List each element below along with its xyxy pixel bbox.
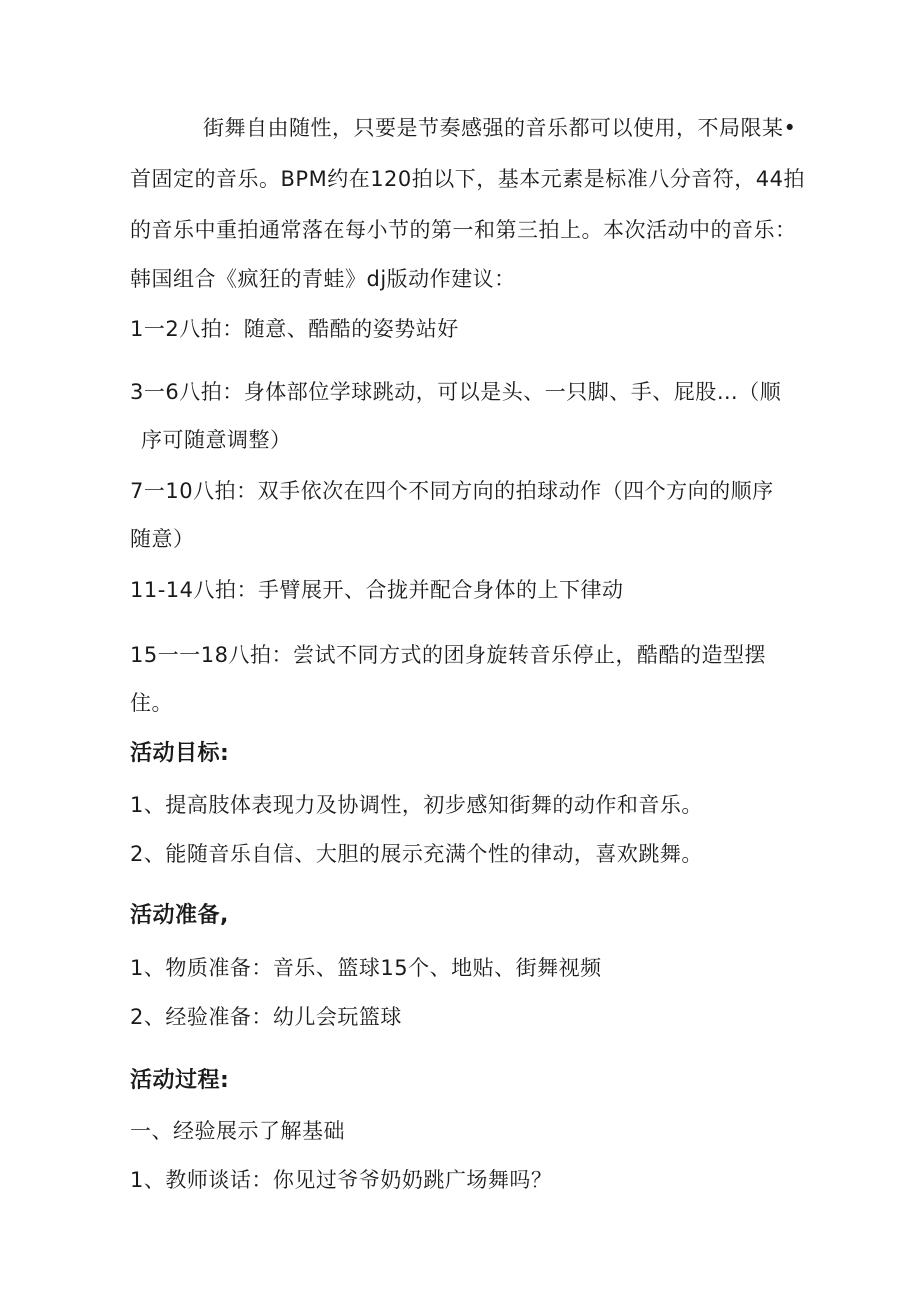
move-5-line-2: 住。 [130,691,173,715]
goal-item-2: 2、能随音乐自信、大胆的展示充满个性的律动，喜欢跳舞。 [130,842,703,866]
move-1-line-1: 1一2八拍：随意、酷酷的姿势站好 [130,317,459,341]
process-heading: 活动过程: [130,1068,230,1093]
goal-item-1: 1、提高肢体表现力及协调性，初步感知街舞的动作和音乐。 [130,793,703,817]
process-item-2: 1、教师谈话：你见过爷爷奶奶跳广场舞吗？ [130,1168,553,1192]
process-item-1: 一、经验展示了解基础 [130,1119,345,1143]
intro-line-4: 韩国组合《疯狂的青蛙》dj版动作建议： [130,267,516,291]
intro-line-3: 的音乐中重拍通常落在每小节的第一和第三拍上。本次活动中的音乐： [130,218,797,242]
move-3-line-2: 随意） [130,527,195,551]
intro-line-1: 街舞自由随性，只要是节奏感强的音乐都可以使用，不局限某• [203,116,797,140]
move-2-line-2: 序可随意调整） [141,428,292,452]
prep-item-1: 1、物质准备：音乐、篮球15个、地贴、街舞视频 [130,956,602,980]
intro-line-2: 首固定的音乐。BPM约在120拍以下，基本元素是标准八分音符，44拍 [130,167,805,191]
move-5-line-1: 15一一18八拍：尝试不同方式的团身旋转音乐停止，酷酷的造型摆 [130,643,766,667]
prep-item-2: 2、经验准备：幼儿会玩篮球 [130,1005,402,1029]
goals-heading: 活动目标: [130,741,230,766]
prep-heading: 活动准备, [130,903,229,928]
move-2-line-1: 3一6八拍：身体部位学球跳动，可以是头、一只脚、手、屁股…（顺 [130,380,782,404]
move-3-line-1: 7一10八拍：双手依次在四个不同方向的拍球动作（四个方向的顺序 [130,479,774,503]
move-4-line-1: 11-14八拍：手臂展开、合拢并配合身体的上下律动 [130,578,624,602]
